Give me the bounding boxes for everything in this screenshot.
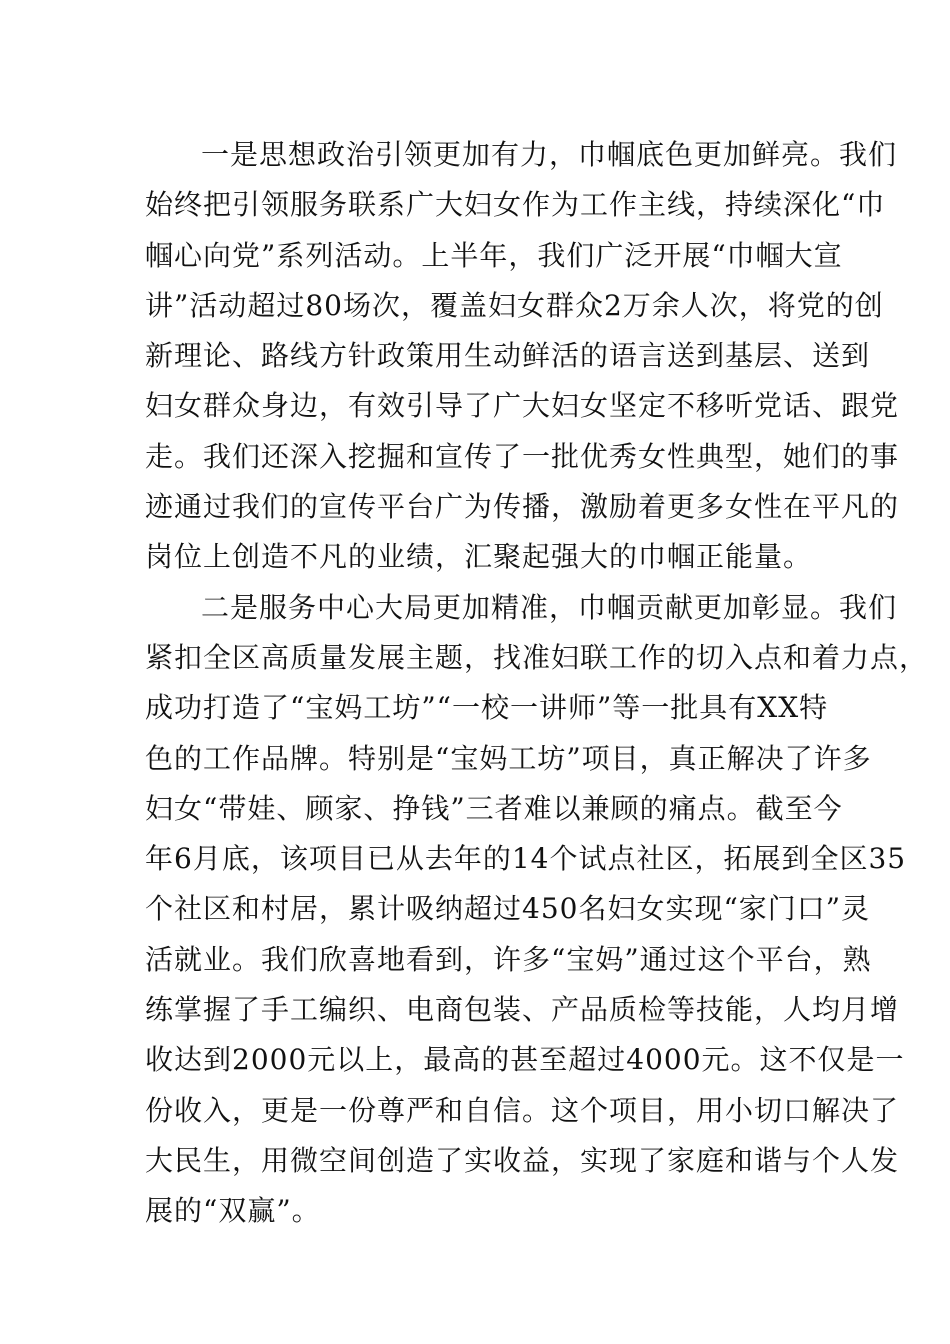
- text-line: 岗位上创造不凡的业绩，汇聚起强大的巾帼正能量。: [145, 540, 813, 574]
- text-line: 始终把引领服务联系广大妇女作为工作主线，持续深化“巾: [145, 188, 886, 222]
- paragraph-service-center: [145, 583, 929, 1237]
- text-line: 迹通过我们的宣传平台广为传播，激励着更多女性在平凡的: [145, 490, 900, 524]
- text-line: 展的“双赢”。: [145, 1194, 321, 1228]
- text-line: 练掌握了手工编织、电商包装、产品质检等技能，人均月增: [145, 993, 900, 1027]
- text-line: 色的工作品牌。特别是“宝妈工坊”项目，真正解决了许多: [145, 741, 872, 775]
- text-line: 个社区和村居，累计吸纳超过450名妇女实现“家门口”灵: [145, 892, 871, 926]
- text-line: 二是服务中心大局更加精准，巾帼贡献更加彰显。我们: [201, 590, 898, 624]
- text-line: 份收入，更是一份尊严和自信。这个项目，用小切口解决了: [145, 1093, 900, 1127]
- text-line: 活就业。我们欣喜地看到，许多“宝妈”通过这个平台，熟: [145, 942, 872, 976]
- text-line: 年6月底，该项目已从去年的14个试点社区，拓展到全区35: [145, 842, 907, 876]
- text-line: 帼心向党”系列活动。上半年，我们广泛开展“巾帼大宣: [145, 238, 843, 272]
- text-line: 紧扣全区高质量发展主题，找准妇联工作的切入点和着力点，: [145, 640, 929, 674]
- paragraph-thought-guidance: [145, 130, 900, 583]
- text-line: 一是思想政治引领更加有力，巾帼底色更加鲜亮。我们: [201, 138, 898, 171]
- text-line: 走。我们还深入挖掘和宣传了一批优秀女性典型，她们的事: [145, 439, 900, 473]
- text-line: 成功打造了“宝妈工坊”“一校一讲师”等一批具有XX特: [145, 691, 829, 725]
- text-line: 收达到2000元以上，最高的甚至超过4000元。这不仅是一: [145, 1043, 905, 1077]
- text-line: 大民生，用微空间创造了实收益，实现了家庭和谐与个人发: [145, 1143, 900, 1177]
- text-line: 妇女“带娃、顾家、挣钱”三者难以兼顾的痛点。截至今: [145, 791, 843, 825]
- text-line: 妇女群众身边，有效引导了广大妇女坚定不移听党话、跟党: [145, 389, 900, 423]
- text-line: 新理论、路线方针政策用生动鲜活的语言送到基层、送到: [145, 339, 871, 373]
- text-line: 讲”活动超过80场次，覆盖妇女群众2万余人次，将党的创: [145, 288, 884, 322]
- document-body: [145, 130, 929, 1237]
